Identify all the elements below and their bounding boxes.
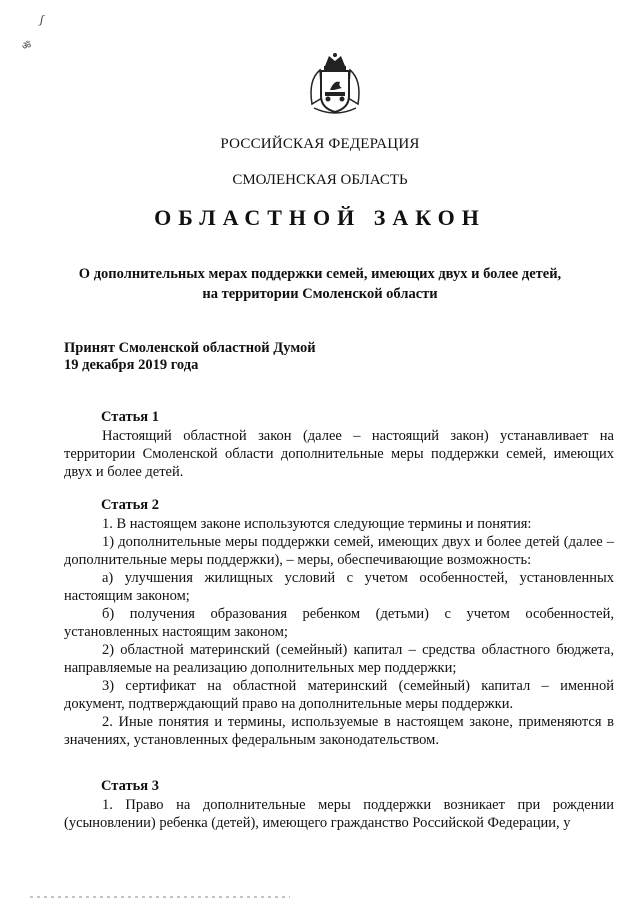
article-1-body xyxy=(64,427,614,481)
article-2-paragraph-1: 1. В настоящем законе используются следующие термины и понятия: xyxy=(102,516,532,532)
scan-artifact-line xyxy=(30,896,290,898)
article-3-body xyxy=(64,796,614,832)
article-2-paragraph-7: 2. Иные понятия и термины, используемые в настоящем законе, применяются в значениях, установленных федеральным законодательством. xyxy=(64,714,614,748)
article-2-paragraph-3: а) улучшения жилищных условий с учетом особенностей, установленных настоящим законом; xyxy=(64,570,614,604)
article-3-paragraph-1: 1. Право на дополнительные меры поддержки возникает при рождении (усыновлении) ребенка (детей), имеющего гражданство Российской Федерации, у xyxy=(64,797,614,831)
article-2-body xyxy=(64,515,614,749)
article-1-heading: Статья 1 xyxy=(101,409,159,425)
article-2-paragraph-5: 2) областной материнский (семейный) капитал – средства областного бюджета, направляемые на реализацию дополнительных мер поддержки; xyxy=(64,642,614,676)
scribble-mark: ʃ xyxy=(40,12,44,26)
article-3-heading: Статья 3 xyxy=(101,778,159,794)
article-2-paragraph-2: 1) дополнительные меры поддержки семей, имеющих двух и более детей (далее – дополнительные меры поддержки), – меры, обеспечивающие возможность: xyxy=(64,534,614,568)
document-type-heading: ОБЛАСТНОЙ ЗАКОН xyxy=(154,205,486,230)
adoption-line-1: Принят Смоленской областной Думой xyxy=(64,340,316,356)
adoption-line-2: 19 декабря 2019 года xyxy=(64,357,199,373)
article-2-heading: Статья 2 xyxy=(101,497,159,513)
coat-of-arms-emblem xyxy=(300,52,370,116)
law-title-line-1: О дополнительных мерах поддержки семей, имеющих двух и более детей, xyxy=(78,266,562,282)
article-1-paragraph-1: Настоящий областной закон (далее – настоящий закон) устанавливает на территории Смоленской области дополнительные меры поддержки семей, имеющих двух и более детей. xyxy=(64,428,614,480)
region-heading: СМОЛЕНСКАЯ ОБЛАСТЬ xyxy=(232,172,408,188)
article-2-paragraph-6: 3) сертификат на областной материнский (семейный) капитал – именной документ, подтверждающий право на дополнительные меры поддержки. xyxy=(64,678,614,712)
article-2-paragraph-4: б) получения образования ребенком (детьми) с учетом особенностей, установленных настоящим законом; xyxy=(64,606,614,640)
law-title xyxy=(0,264,640,304)
adoption-note xyxy=(64,340,316,374)
country-heading: РОССИЙСКАЯ ФЕДЕРАЦИЯ xyxy=(220,136,420,152)
law-title-line-2: на территории Смоленской области xyxy=(202,286,438,302)
stamp-mark: ॐ xyxy=(22,41,32,52)
